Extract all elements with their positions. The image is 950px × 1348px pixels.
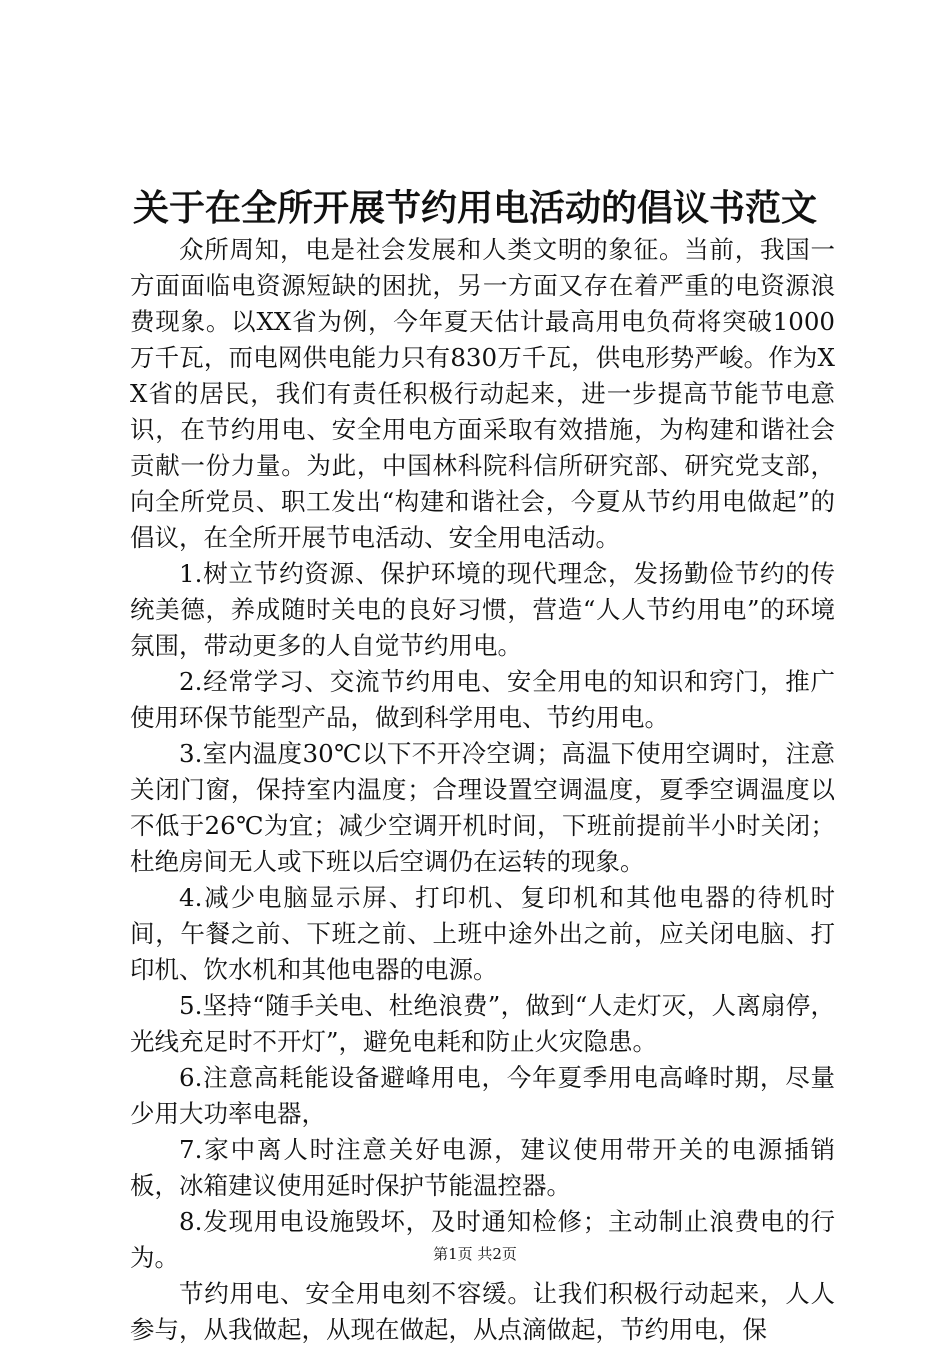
item-3-paragraph: 3.室内温度30℃以下不开冷空调；高温下使用空调时，注意关闭门窗，保持室内温度；合理设置空调温度，夏季空调温度以不低于26℃为宜；减少空调开机时间，下班前提前半小时关闭；杜绝房间无人或下班以后空调仍在运转的现象。 bbox=[130, 739, 835, 876]
item-4-paragraph: 4.减少电脑显示屏、打印机、复印机和其他电器的待机时间，午餐之前、下班之前、上班中途外出之前，应关闭电脑、打印机、饮水机和其他电器的电源。 bbox=[130, 883, 835, 984]
item-6-paragraph: 6.注意高耗能设备避峰用电，今年夏季用电高峰时期，尽量少用大功率电器， bbox=[130, 1063, 835, 1128]
page-number-footer: 第1页 共2页 bbox=[433, 1245, 517, 1263]
item-5-paragraph: 5.坚持“随手关电、杜绝浪费”，做到“人走灯灭，人离扇停，光线充足时不开灯”，避免电耗和防止火灾隐患。 bbox=[130, 991, 835, 1056]
closing-paragraph: 节约用电、安全用电刻不容缓。让我们积极行动起来，人人参与，从我做起，从现在做起，从点滴做起，节约用电，保 bbox=[130, 1279, 835, 1344]
intro-paragraph: 众所周知，电是社会发展和人类文明的象征。当前，我国一方面面临电资源短缺的困扰，另一方面又存在着严重的电资源浪费现象。以XX省为例，今年夏天估计最高用电负荷将突破1000万千瓦，而电网供电能力只有830万千瓦，供电形势严峻。作为XX省的居民，我们有责任积极行动起来，进一步提高节能节电意识，在节约用电、安全用电方面采取有效措施，为构建和谐社会贡献一份力量。为此，中国林科院科信所研究部、研究党支部，向全所党员、职工发出“构建和谐社会，今夏从节约用电做起”的倡议，在全所开展节电活动、安全用电活动。 bbox=[130, 235, 835, 552]
item-8-paragraph: 8.发现用电设施毁坏，及时通知检修；主动制止浪费电的行为。 bbox=[130, 1207, 835, 1272]
item-2-paragraph: 2.经常学习、交流节约用电、安全用电的知识和窍门，推广使用环保节能型产品，做到科学用电、节约用电。 bbox=[130, 667, 835, 732]
item-1-paragraph: 1.树立节约资源、保护环境的现代理念，发扬勤俭节约的传统美德，养成随时关电的良好习惯，营造“人人节约用电”的环境氛围，带动更多的人自觉节约用电。 bbox=[130, 559, 835, 660]
document-body bbox=[130, 232, 835, 1348]
item-7-paragraph: 7.家中离人时注意关好电源，建议使用带开关的电源插销板，冰箱建议使用延时保护节能温控器。 bbox=[130, 1135, 835, 1200]
document-title: 关于在全所开展节约用电活动的倡议书范文 bbox=[132, 187, 817, 229]
